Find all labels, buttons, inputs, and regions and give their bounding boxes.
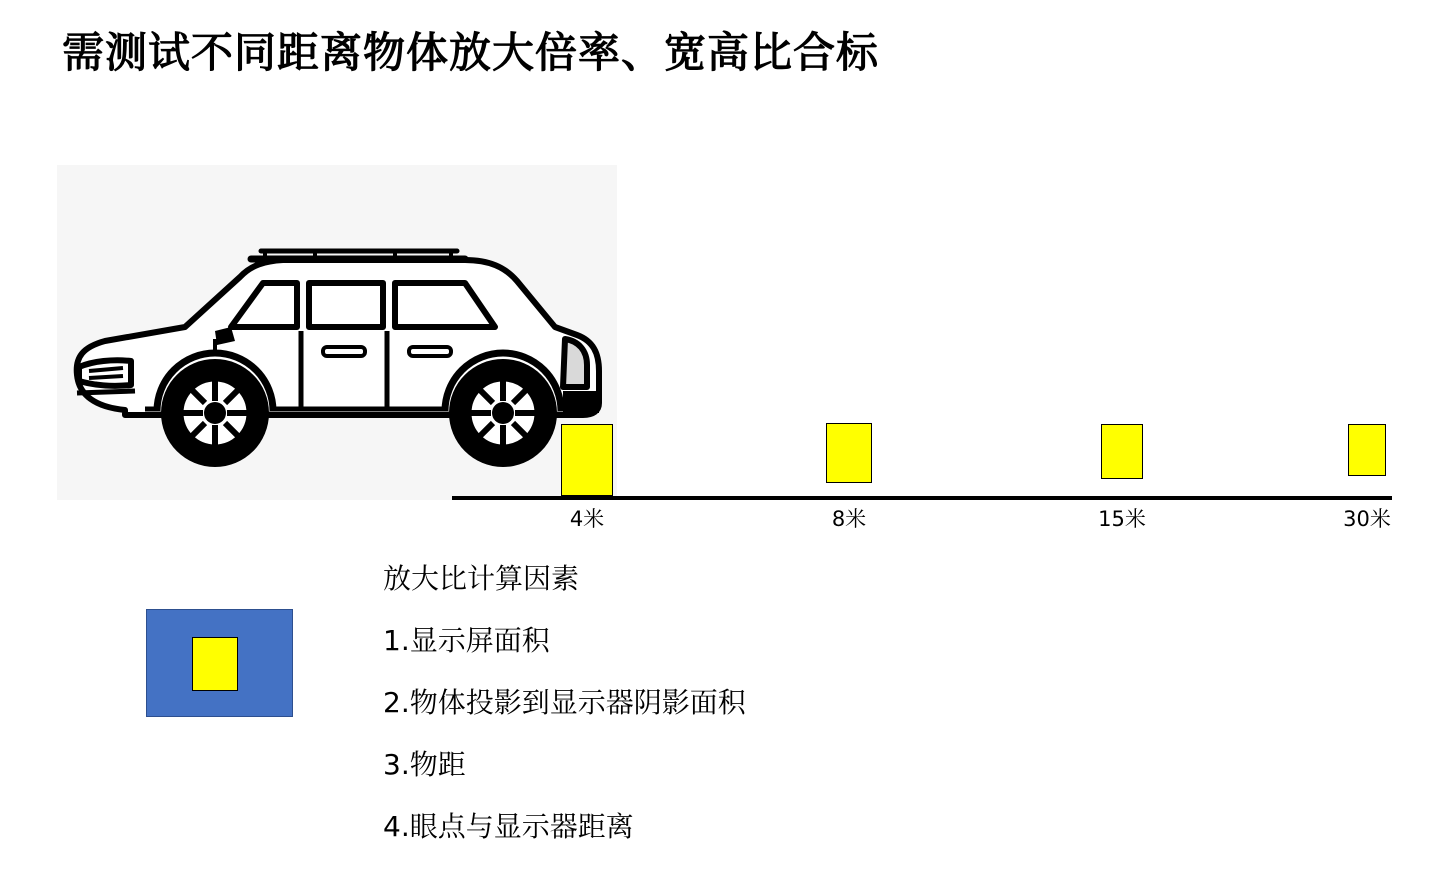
- factor-item-1: 1.显示屏面积: [383, 624, 550, 657]
- factor-item-2: 2.物体投影到显示器阴影面积: [383, 686, 746, 719]
- magnification-factors-list: [383, 548, 1083, 858]
- marker-label-2: 8米: [831, 507, 867, 531]
- factor-item-4: 4.眼点与显示器距离: [383, 810, 634, 843]
- display-screen-diagram: [146, 609, 293, 717]
- page-title: 需测试不同距离物体放大倍率、宽高比合标: [62, 28, 880, 77]
- marker-box-3: [1101, 424, 1143, 479]
- marker-box-1: [561, 424, 613, 496]
- marker-label-1: 4米: [569, 507, 605, 531]
- marker-box-4: [1348, 424, 1386, 476]
- car-image-panel: [57, 165, 617, 500]
- projected-object-box: [192, 637, 238, 691]
- marker-label-4: 30米: [1343, 507, 1391, 531]
- ground-line: [452, 496, 1392, 500]
- car-illustration: [65, 235, 610, 480]
- factor-item-3: 3.物距: [383, 748, 466, 781]
- factors-heading: 放大比计算因素: [383, 562, 580, 595]
- marker-label-3: 15米: [1098, 507, 1146, 531]
- marker-box-2: [826, 423, 872, 483]
